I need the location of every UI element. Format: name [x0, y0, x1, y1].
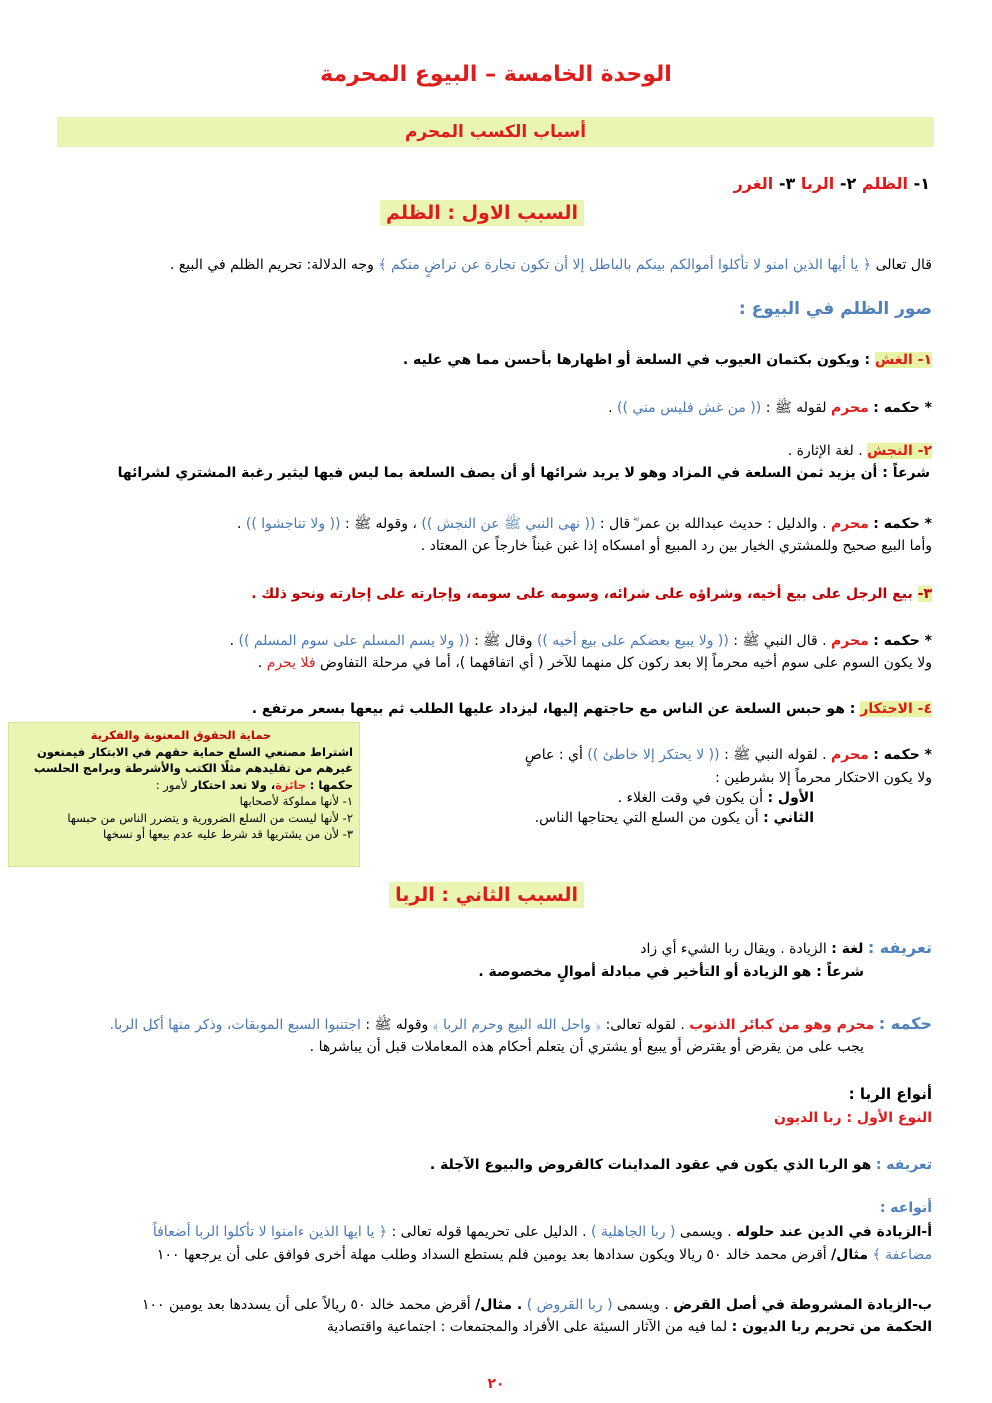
sidebox-item: ٣- لأن من يشتريها قد شرط عليه عدم بيعها أو نسخها: [102, 827, 353, 841]
najash-note: وأما البيع صحيح وللمشتري الخيار بين رد المبيع أو امسكاه إذا غبن غبناً خارجاً عن المعتاد .: [420, 538, 932, 554]
page-number: ٢٠: [487, 1376, 505, 1392]
riba-kind-a-example: مضاعفة ﴾ مثال/ أقرض محمد خالد ٥٠ ريالا ويكون سدادها بعد يومين فلم يستطع السداد وطلب مهلة أخرى فوافق على أن يرجعها ١٠٠: [156, 1247, 932, 1263]
ihtikar-def: ٤- الاحتكار : هو حبس السلعة عن الناس مع حاجتهم إليها، ليزداد عليها الطلب ثم بيعها بسعر مرتفع .: [251, 701, 932, 717]
sidebox-ruling: حكمها : جائزة، ولا تعد احتكار لأمور :: [155, 777, 353, 792]
riba-hikma: الحكمة من تحريم ربا الديون : لما فيه من الآثار السيئة على الأفراد والمجتمعات : اجتماعية واقتصادية: [326, 1319, 932, 1335]
section-zulm-title: السبب الاول : الظلم: [380, 200, 584, 226]
ghish-def: ١- الغش : ويكون بكتمان العيوب في السلعة أو اظهارها بأحسن مما هي عليه .: [402, 352, 932, 368]
bay-note: ولا يكون السوم على سوم أخيه محرماً إلا بعد ركون كل منهما للآخر ( أي اتفاقهما )، أما في مرحلة التفاوض فلا يحرم .: [257, 655, 932, 671]
sidebox-title: حماية الحقوق المعنوية والفكرية: [90, 728, 272, 742]
riba-hukm: حكمه : محرم وهو من كبائر الذنوب . لقوله تعالى: ﴿ واحل الله البيع وحرم الربا ﴾ وقوله ﷺ : اجتنبوا السبع الموبقات، وذكر منها أكل الربا.: [109, 1014, 932, 1033]
ihtikar-cond: ولا يكون الاحتكار محرماً إلا بشرطين : الأول : أن يكون في وقت الغلاء . الثاني : أن يكون من السلع التي يحتاجها الناس.: [534, 770, 932, 826]
page-title: الوحدة الخامسة – البيوع المحرمة: [320, 62, 672, 87]
riba-note: يجب على من يقرض أو يقترض أو يبيع أو يشتري أن يتعلم أحكام هذه المعاملات قبل أن يباشرها .: [309, 1039, 864, 1055]
ihtikar-hukm: * حكمه : محرم . لقوله النبي ﷺ : (( لا يحتكر إلا خاطئ )) أي : عاصٍ: [524, 747, 932, 763]
bay-def: ٣- بيع الرجل على بيع أخيه، وشراؤه على شرائه، وسومه على سومه، وإجارته على إجارته ونحو ذلك .: [251, 586, 932, 602]
riba-type1: النوع الأول : ربا الديون: [774, 1110, 932, 1126]
riba-kind-b: ب-الزيادة المشروطة في أصل القرض . ويسمى ( ربا القروض ) . مثال/ أقرض محمد خالد ٥٠ ريالاً على أن يسددها بعد يومين ١٠٠: [141, 1297, 932, 1313]
zulm-ayah: قال تعالى ﴿ يا أيها الذين امنو لا تأكلوا أموالكم بينكم بالباطل إلا أن تكون تجارة عن تراضٍ منكم ﴾ وجه الدلالة: تحريم الظلم في البيع .: [169, 257, 932, 273]
najash-shar: شرعاً : أن يزيد ثمن السلعة في المزاد وهو لا يريد شرائها أو أن يصف السلعة بما ليس فيها ليثير رغبة المشتري لشرائها: [117, 465, 930, 481]
section-band: أسباب الكسب المحرم: [57, 117, 934, 147]
riba-def: تعريفه : لغة : الزيادة . ويقال ربا الشيء أي زاد: [640, 938, 932, 957]
riba-shar: شرعاً : هو الزيادة أو التأخير في مبادلة أموالٍ مخصوصة .: [478, 964, 864, 980]
bay-hukm: * حكمه : محرم . قال النبي ﷺ : (( ولا يبيع بعضكم على بيع أخيه )) وقال ﷺ : (( ولا يسم المسلم على سوم المسلم )) .: [229, 633, 932, 649]
zulm-forms-heading: صور الظلم في البيوع :: [738, 299, 932, 319]
najash-term: ٢- النجش . لغة الإثارة .: [787, 443, 932, 459]
sidebox-line: اشتراط مصنعي السلع حماية حقهم في الابتكار فيمنعون: [36, 744, 353, 759]
ghish-hukm: * حكمه : محرم لقوله ﷺ : (( من غش فليس مني )) .: [608, 400, 932, 416]
najash-hukm: * حكمه : محرم . والدليل : حديث عبدالله بن عمر ؓ قال : (( نهى النبي ﷺ عن النجش )) ، وقوله ﷺ : (( ولا تناجشوا )) .: [237, 516, 932, 532]
riba-kinds-heading: أنواعه :: [879, 1200, 932, 1216]
sidebox-line: غيرهم من تقليدهم مثلًا الكتب والأشرطة وبرامج الحلسب: [33, 761, 353, 775]
section-riba-title: السبب الثاني : الربا: [389, 882, 584, 908]
riba-type1-def: تعريفه : هو الربا الذي يكون في عقود المداينات كالقروض والبيوع الآجلة .: [429, 1157, 932, 1173]
sidebox-item: ٢- لأنها ليست من السلع الضرورية و يتضرر الناس من حبسها: [67, 810, 353, 825]
causes-list: ١- الظلم ٢- الربا ٣- الغرر: [733, 174, 930, 193]
sidebox-item: ١- لأنها مملوكة لأصحابها: [239, 794, 353, 808]
riba-types-heading: أنواع الربا :: [848, 1085, 932, 1103]
intellectual-rights-box: [8, 722, 360, 867]
riba-kind-a: أ-الزيادة في الدين عند حلوله . ويسمى ( ربا الجاهلية ) . الدليل على تحريمها قوله تعالى : ﴿ يا ايها الذين ءامنوا لا تأكلوا الربا أضعافاً: [152, 1224, 932, 1240]
